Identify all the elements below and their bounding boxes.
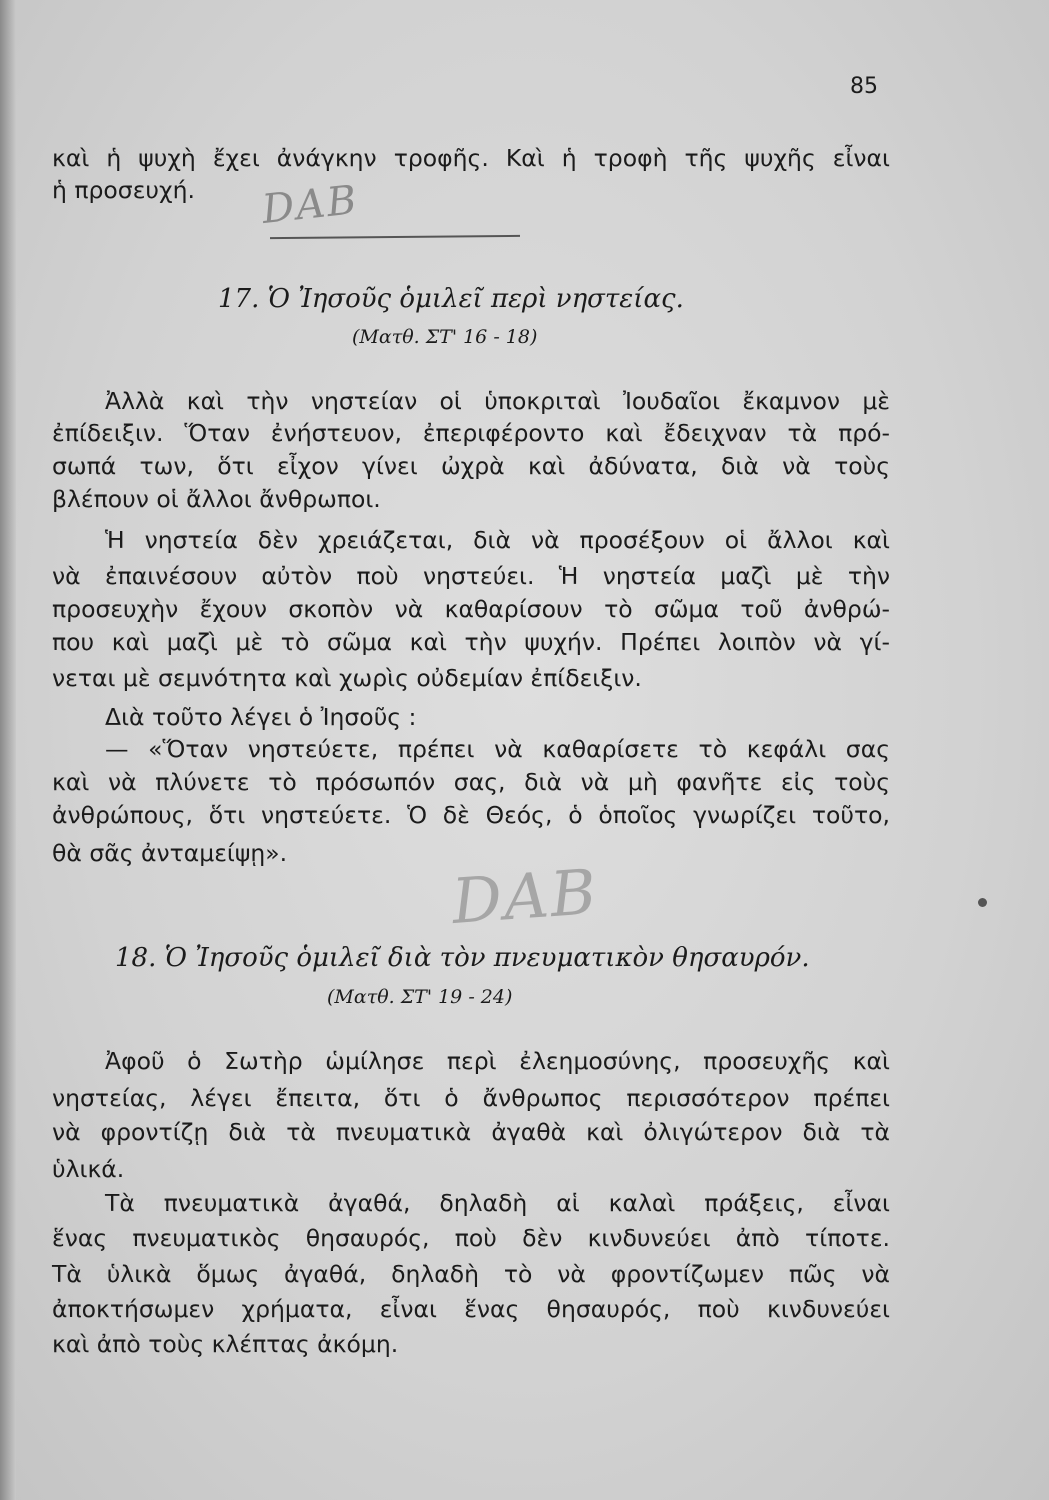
text-line: καὶ νὰ πλύνετε τὸ πρόσωπόν σας, διὰ νὰ μὴ φανῆτε εἰς τοὺς xyxy=(52,768,890,796)
ink-dot xyxy=(978,898,987,907)
section-17-reference: (Ματθ. ΣΤ' 16 - 18) xyxy=(352,326,538,348)
text-line: ἕνας πνευματικὸς θησαυρός, ποὺ δὲν κινδυνεύει ἀπὸ τίποτε. xyxy=(52,1224,890,1252)
text-line: Τὰ πνευματικὰ ἀγαθά, δηλαδὴ αἱ καλαὶ πράξεις, εἶναι xyxy=(105,1189,890,1217)
text-line: νεται μὲ σεμνότητα καὶ χωρὶς οὐδεμίαν ἐπίδειξιν. xyxy=(52,664,642,692)
page-number: 85 xyxy=(850,74,878,99)
text-line: ἡ προσευχή. xyxy=(52,176,195,204)
text-line: Ἀφοῦ ὁ Σωτὴρ ὡμίλησε περὶ ἐλεημοσύνης, προσευχῆς καὶ xyxy=(105,1047,890,1075)
handwritten-stamp: DAB xyxy=(259,177,361,233)
text-line: — «Ὅταν νηστεύετε, πρέπει νὰ καθαρίσετε τὸ κεφάλι σας xyxy=(105,735,890,763)
section-18-heading: 18. Ὁ Ἰησοῦς ὁμιλεῖ διὰ τὸν πνευματικὸν θησαυρόν. xyxy=(115,943,810,973)
text-line: θὰ σᾶς ἀνταμείψῃ». xyxy=(52,839,288,867)
text-line: ἀνθρώπους, ὅτι νηστεύετε. Ὁ δὲ Θεός, ὁ ὁποῖος γνωρίζει τοῦτο, xyxy=(52,801,890,829)
text-line: Τὰ ὑλικὰ ὅμως ἀγαθά, δηλαδὴ τὸ νὰ φροντίζωμεν πῶς νὰ xyxy=(52,1260,890,1288)
section-17-heading: 17. Ὁ Ἰησοῦς ὁμιλεῖ περὶ νηστείας. xyxy=(218,284,684,314)
text-line: σωπά των, ὅτι εἶχον γίνει ὠχρὰ καὶ ἀδύνατα, διὰ νὰ τοὺς xyxy=(52,452,890,480)
section-18-reference: (Ματθ. ΣΤ' 19 - 24) xyxy=(327,986,513,1008)
text-line: Ἀλλὰ καὶ τὴν νηστείαν οἱ ὑποκριταὶ Ἰουδαῖοι ἔκαμνον μὲ xyxy=(105,387,890,415)
text-line: που καὶ μαζὶ μὲ τὸ σῶμα καὶ τὴν ψυχήν. Πρέπει λοιπὸν νὰ γί- xyxy=(52,628,890,656)
text-line: νηστείας, λέγει ἔπειτα, ὅτι ὁ ἄνθρωπος περισσότερον πρέπει xyxy=(52,1084,890,1112)
text-line: ἀποκτήσωμεν χρήματα, εἶναι ἕνας θησαυρός, ποὺ κινδυνεύει xyxy=(52,1295,890,1323)
text-line: νὰ ἐπαινέσουν αὐτὸν ποὺ νηστεύει. Ἡ νηστεία μαζὶ μὲ τὴν xyxy=(52,562,890,590)
page-edge-shadow xyxy=(0,0,16,1500)
text-line: νὰ φροντίζῃ διὰ τὰ πνευματικὰ ἀγαθὰ καὶ ὀλιγώτερον διὰ τὰ xyxy=(52,1118,890,1146)
text-line: καὶ ἀπὸ τοὺς κλέπτας ἀκόμη. xyxy=(52,1330,399,1358)
text-line: Ἡ νηστεία δὲν χρειάζεται, διὰ νὰ προσέξουν οἱ ἄλλοι καὶ xyxy=(105,526,890,554)
text-line: Διὰ τοῦτο λέγει ὁ Ἰησοῦς : xyxy=(105,703,417,731)
text-line: ὑλικά. xyxy=(52,1155,125,1183)
divider-rule xyxy=(270,235,520,239)
text-line: βλέπουν οἱ ἄλλοι ἄνθρωποι. xyxy=(52,485,381,513)
handwritten-stamp: DAB xyxy=(449,854,601,939)
text-line: ἐπίδειξιν. Ὅταν ἐνήστευον, ἐπεριφέροντο καὶ ἔδειχναν τὰ πρό- xyxy=(52,419,890,447)
text-line: καὶ ἡ ψυχὴ ἔχει ἀνάγκην τροφῆς. Καὶ ἡ τροφὴ τῆς ψυχῆς εἶναι xyxy=(52,144,890,172)
text-line: προσευχὴν ἔχουν σκοπὸν νὰ καθαρίσουν τὸ σῶμα τοῦ ἀνθρώ- xyxy=(52,595,890,623)
